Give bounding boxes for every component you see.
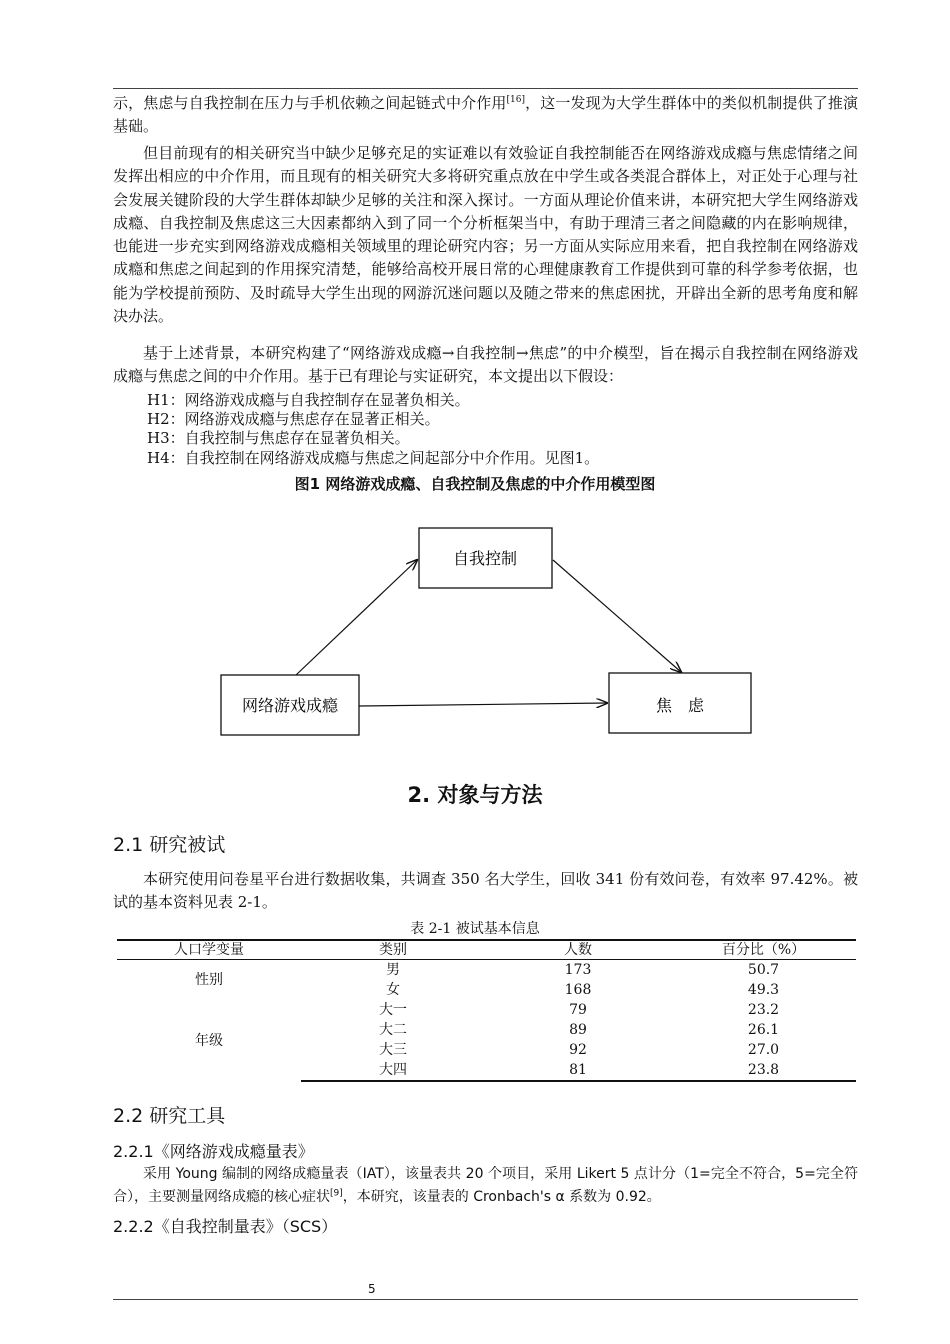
table-cell: 79 [569, 1002, 587, 1018]
hypothesis-h4: H4：自我控制在网络游戏成瘾与焦虑之间起部分中介作用。见图1。 [147, 449, 600, 467]
arrow-predictor-to-mediator [296, 560, 417, 675]
table-cell: 81 [485, 1060, 671, 1081]
subsection-heading-2-1: 2.1 研究被试 [113, 834, 226, 856]
participants-table [117, 939, 856, 1082]
hypothesis-h1: H1：网络游戏成瘾与自我控制存在显著负相关。 [147, 391, 470, 409]
table-cell: 大二 [379, 1022, 407, 1038]
citation-ref-16: [16] [506, 95, 525, 105]
table-cell: 26.1 [747, 1022, 780, 1038]
subsection-heading-2-2: 2.2 研究工具 [113, 1105, 226, 1127]
node-predictor-label: 网络游戏成瘾 [241, 696, 339, 715]
table-cell: 大四 [301, 1060, 485, 1081]
table-cell: 89 [569, 1022, 587, 1038]
table-caption: 表 2-1 被试基本信息 [410, 921, 540, 937]
subsection-heading-2-2-2: 2.2.2《自我控制量表》（SCS） [113, 1217, 338, 1236]
table-cell: 49.3 [747, 982, 780, 998]
table-cell: 男 [386, 962, 400, 978]
table-header-cell: 类别 [301, 940, 485, 960]
table-header-cell: 人数 [485, 940, 671, 960]
table-cell: 168 [564, 982, 592, 998]
table-variable-cell: 性别 [195, 972, 223, 988]
page-number: 5 [368, 1282, 376, 1296]
figure-title: 图1 网络游戏成瘾、自我控制及焦虑的中介作用模型图 [294, 475, 656, 493]
table-header-cell: 人口学变量 [117, 940, 301, 960]
node-mediator-label: 自我控制 [452, 549, 518, 568]
paragraph-significance: 但目前现有的相关研究当中缺少足够充足的实证难以有效验证自我控制能否在网络游戏成瘾与焦虑情绪之间发挥出相应的中介作用，而且现有的相关研究大多将研究重点放在中学生或各类混合群体上，对正处于心理与社会发展关键阶段的大学生群体却缺少足够的关注和深入探讨。一方面从理论价值来讲，本研究把大学生网络游戏成瘾、自我控制及焦虑这三大因素都纳入到了同一个分析框架当中，有助于理清三者之间隐藏的内在影响规律，也能进一步充实到网络游戏成瘾相关领域里的理论研究内容；另一方面从实际应用来看，把自我控制在网络游戏成瘾和焦虑之间起到的作用探究清楚，能够给高校开展日常的心理健康教育工作提供到可靠的科学参考依据，也能为学校提前预防、及时疏导大学生出现的网游沉迷问题以及随之带来的焦虑困扰，开辟出全新的思考角度和解决办法。 [113, 144, 858, 326]
table-header-cell: 百分比（%） [671, 940, 856, 960]
paragraph-continued-text: 示，焦虑与自我控制在压力与手机依赖之间起链式中介作用 [113, 94, 507, 112]
paragraph-iat-text: 采用 Young 编制的网络成瘾量表（IAT），该量表共 20 个项目，采用 Likert 5 点计分（1=完全不符合，5=完全符合），主要测量网络成瘾的核心症状 [113, 1166, 858, 1205]
footer-rule [113, 1299, 858, 1300]
table-row [117, 960, 856, 981]
hypothesis-h3: H3：自我控制与焦虑存在显著负相关。 [147, 429, 410, 447]
citation-ref-9: [9] [330, 1188, 343, 1199]
table-cell: 女 [386, 982, 400, 998]
paragraph-iat-tail: ，本研究，该量表的 Cronbach's α 系数为 0.92。 [342, 1189, 661, 1205]
arrow-predictor-to-outcome [359, 703, 607, 706]
paragraph-participants: 本研究使用问卷星平台进行数据收集，共调查 350 名大学生，回收 341 份有效问卷，有效率 97.42%。被试的基本资料见表 2-1。 [113, 870, 858, 911]
paragraph-iat [113, 1163, 858, 1209]
node-outcome-label: 焦 虑 [655, 696, 705, 715]
subsection-heading-2-2-1: 2.2.1《网络游戏成瘾量表》 [113, 1142, 314, 1161]
table-header-row [117, 940, 856, 960]
table-variable-cell: 年级 [195, 1032, 223, 1049]
table-cell: 大一 [379, 1002, 407, 1018]
table-cell: 23.2 [747, 1002, 780, 1018]
table-cell: 23.8 [671, 1060, 856, 1081]
arrow-mediator-to-outcome [553, 560, 681, 672]
section-heading: 2. 对象与方法 [407, 783, 543, 807]
table-cell: 27.0 [747, 1042, 780, 1058]
table-cell: 大三 [379, 1042, 407, 1058]
paragraph-background: 基于上述背景，本研究构建了“网络游戏成瘾→自我控制→焦虑”的中介模型，旨在揭示自我控制在网络游戏成瘾与焦虑之间的中介作用。基于已有理论与实证研究，本文提出以下假设： [113, 344, 858, 385]
table-cell: 50.7 [747, 962, 780, 978]
hypothesis-h2: H2：网络游戏成瘾与焦虑存在显著正相关。 [147, 410, 440, 428]
table-row [117, 1000, 856, 1020]
paragraph-continued-tail: ，这一发现为大学生群体中的类似机制提供了推演基础。 [113, 94, 858, 135]
table-cell: 92 [569, 1042, 587, 1058]
table-cell: 173 [564, 962, 592, 978]
